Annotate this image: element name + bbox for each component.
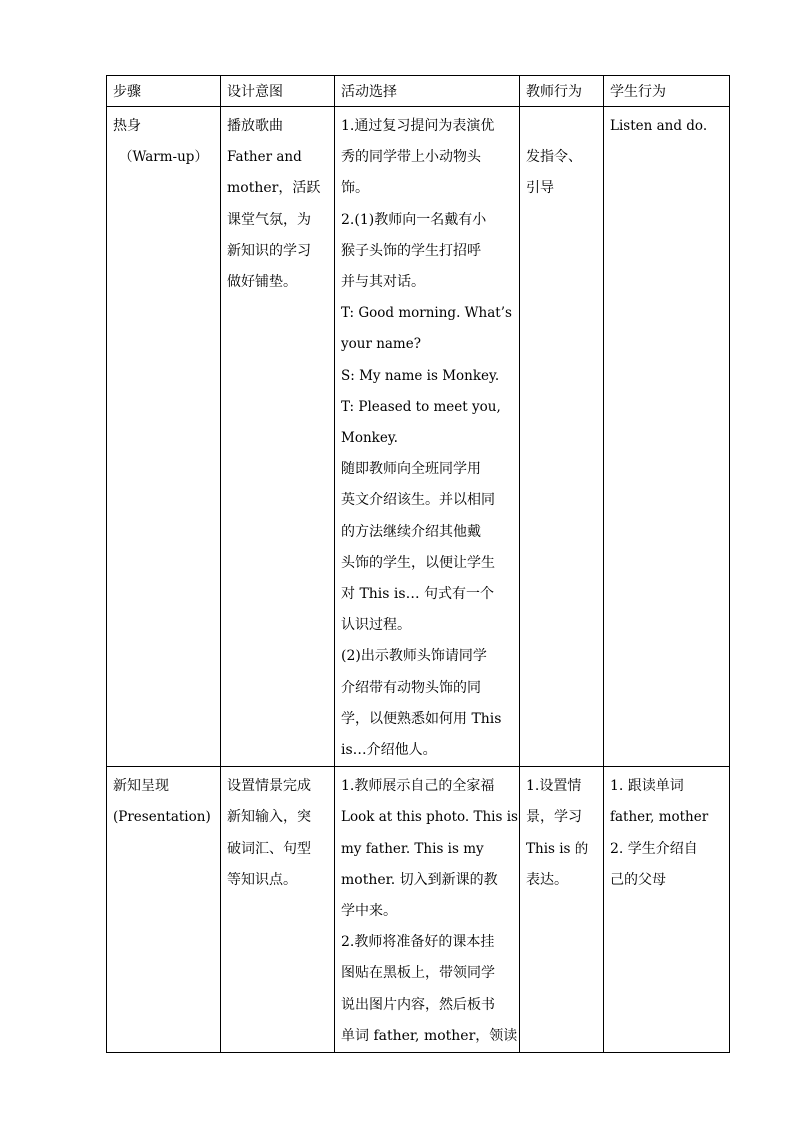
text-line: your name? bbox=[341, 336, 421, 353]
text-line: Listen and do. bbox=[610, 118, 708, 134]
text-line: T: Good morning. What’s bbox=[341, 305, 512, 322]
activity-cell bbox=[335, 767, 520, 1053]
step-name: 新知呈现 bbox=[113, 778, 169, 795]
student-cell bbox=[604, 767, 730, 1053]
teacher-cell bbox=[520, 767, 604, 1053]
text-line: 破词汇、句型 bbox=[227, 840, 311, 857]
text-line: 2.(1)教师向一名戴有小 bbox=[341, 211, 487, 228]
text-line: 做好铺垫。 bbox=[227, 274, 297, 291]
text-line: Father and bbox=[227, 149, 302, 166]
text-line: Look at this photo. This is bbox=[341, 809, 518, 826]
intent-cell bbox=[221, 767, 335, 1053]
student-cell bbox=[604, 107, 730, 767]
text-line: 随即教师向全班同学用 bbox=[341, 461, 481, 478]
text-line: 设置情景完成 bbox=[227, 778, 311, 795]
header-student: 学生行为 bbox=[604, 76, 730, 107]
text-line: 的方法继续介绍其他戴 bbox=[341, 523, 481, 540]
text-line: 己的父母 bbox=[610, 871, 666, 888]
text-line: 1.设置情 bbox=[526, 778, 582, 795]
text-line: 猴子头饰的学生打招呼 bbox=[341, 242, 481, 259]
text-line: 并与其对话。 bbox=[341, 274, 425, 291]
table-row-warmup bbox=[107, 107, 730, 767]
text-line: 表达。 bbox=[526, 871, 568, 888]
text-line: 头饰的学生，以便让学生 bbox=[341, 554, 495, 571]
text-line: 景，学习 bbox=[526, 809, 582, 826]
step-name: 热身 bbox=[113, 118, 141, 134]
step-english: (Presentation) bbox=[113, 809, 211, 826]
text-line: Monkey. bbox=[341, 430, 398, 447]
header-teacher: 教师行为 bbox=[520, 76, 604, 107]
text-line: 1. 跟读单词 bbox=[610, 778, 684, 795]
text-line: 1.通过复习提问为表演优 bbox=[341, 118, 495, 134]
header-activity: 活动选择 bbox=[335, 76, 520, 107]
header-intent: 设计意图 bbox=[221, 76, 335, 107]
text-line: (2)出示教师头饰请同学 bbox=[341, 648, 487, 665]
text-line: 说出图片内容，然后板书 bbox=[341, 996, 495, 1013]
text-line: mother. 切入到新课的教 bbox=[341, 871, 498, 888]
text-line: 等知识点。 bbox=[227, 871, 297, 888]
text-line: This is 的 bbox=[526, 840, 589, 857]
text-line: 课堂气氛，为 bbox=[227, 211, 311, 228]
text-line: my father. This is my bbox=[341, 840, 484, 857]
text-line: 2. 学生介绍自 bbox=[610, 840, 698, 857]
header-step: 步骤 bbox=[107, 76, 221, 107]
text-line: 1.教师展示自己的全家福 bbox=[341, 778, 495, 795]
text-line: 学，以便熟悉如何用 This bbox=[341, 710, 502, 727]
text-line: 单词 father, mother，领读 bbox=[341, 1027, 518, 1044]
text-line: 新知输入，突 bbox=[227, 809, 311, 826]
text-line: 引导 bbox=[526, 180, 554, 197]
text-line: 英文介绍该生。并以相同 bbox=[341, 492, 495, 509]
text-line: is…介绍他人。 bbox=[341, 742, 437, 759]
text-line: 对 This is… 句式有一个 bbox=[341, 586, 495, 603]
text-line: 发指令、 bbox=[526, 149, 582, 165]
teacher-cell bbox=[520, 107, 604, 767]
lesson-plan-table bbox=[106, 75, 730, 1053]
text-line: 介绍带有动物头饰的同 bbox=[341, 679, 481, 696]
text-line: 2.教师将准备好的课本挂 bbox=[341, 934, 495, 951]
text-line: S: My name is Monkey. bbox=[341, 367, 500, 384]
text-line: 认识过程。 bbox=[341, 617, 411, 634]
step-cell bbox=[107, 107, 221, 767]
table-header-row bbox=[107, 76, 730, 107]
text-line: T: Pleased to meet you, bbox=[341, 398, 501, 415]
step-english: （Warm-up） bbox=[119, 149, 208, 166]
text-line: mother，活跃 bbox=[227, 180, 321, 197]
text-line: 秀的同学带上小动物头 bbox=[341, 149, 481, 166]
text-line: 播放歌曲 bbox=[227, 118, 283, 134]
table-row-presentation bbox=[107, 767, 730, 1053]
text-line: 新知识的学习 bbox=[227, 242, 311, 259]
intent-cell bbox=[221, 107, 335, 767]
activity-cell bbox=[335, 107, 520, 767]
text-line: 饰。 bbox=[341, 180, 369, 197]
step-cell bbox=[107, 767, 221, 1053]
text-line: 学中来。 bbox=[341, 903, 397, 920]
text-line: 图贴在黑板上，带领同学 bbox=[341, 965, 495, 982]
text-line: father, mother bbox=[610, 809, 709, 826]
